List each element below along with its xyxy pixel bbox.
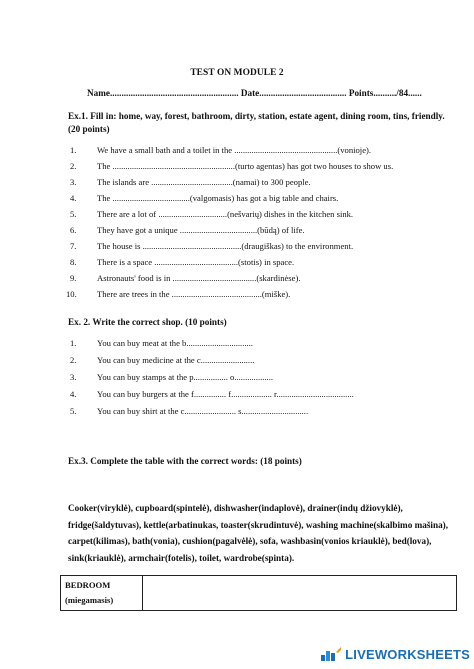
item-text: We have a small bath and a toilet in the ................................................(vonioje). (97, 145, 372, 155)
ex1-heading: Ex.1. Fill in: home, way, forest, bathroom, dirty, station, estate agent, dining room, tins, friendly. (20 points) (68, 111, 445, 134)
item-number: 4. (70, 193, 77, 203)
item-number: 1. (70, 145, 77, 155)
list-item (70, 355, 254, 365)
item-number: 5. (70, 209, 77, 219)
list-item (70, 372, 273, 382)
list-item (70, 389, 354, 399)
item-text: There is a space .......................................(stotis) in space. (97, 257, 295, 267)
bedroom-translation: (miegamasis) (65, 595, 114, 605)
ex3-heading: Ex.3. Complete the table with the correct words: (18 points) (68, 456, 302, 466)
item-number: 4. (70, 389, 77, 399)
ex3-table (60, 575, 457, 611)
liveworksheets-icon (320, 646, 342, 662)
list-item (70, 145, 371, 155)
item-text: The house is ..............................................(draugiškas) to the environment. (97, 241, 354, 251)
item-number: 1. (70, 338, 77, 348)
list-item (70, 193, 338, 203)
item-text: You can buy medicine at the c......................... (97, 355, 255, 365)
list-item (70, 273, 300, 283)
list-item (70, 177, 311, 187)
item-number: 6. (70, 225, 77, 235)
list-item (70, 406, 308, 416)
list-item (70, 241, 353, 251)
item-text: You can buy stamps at the p................ o.................. (97, 372, 274, 382)
list-item (70, 209, 353, 219)
item-number: 3. (70, 177, 77, 187)
bedroom-label: BEDROOM (65, 580, 111, 590)
item-number: 8. (70, 257, 77, 267)
item-text: There are trees in the ..........................................(miške). (97, 289, 291, 299)
item-text: You can buy shirt at the c........................ s............................... (97, 406, 309, 416)
item-text: The islands are ......................................(namai) to 300 people. (97, 177, 311, 187)
item-number: 5. (70, 406, 77, 416)
list-item (70, 338, 253, 348)
item-number: 7. (70, 241, 77, 251)
list-item (70, 225, 305, 235)
name-date-points-line: Name........................................................ Date...................................... Points........../84...... (87, 88, 422, 98)
item-number: 9. (70, 273, 77, 283)
list-item (70, 161, 393, 171)
item-number: 10. (66, 289, 77, 299)
list-item (66, 289, 290, 299)
item-text: The ....................................(valgomasis) has got a big table and chairs. (97, 193, 339, 203)
ex3-word-bank: Cooker(viryklė), cupboard(spintelė), dishwasher(indaplovė), drainer(indų džiovyklė), fridge(šaldytuvas), kettle(arbatinukas, toaster(skrudintuvė), washing machine(skalbimo mašina), carpet(kilimas), bath(vonia), cushion(pagalvėlė), sofa, washbasin(vonios kriauklė), bed(lova), sink(kriauklė), armchair(fotelis), toilet, wardrobe(spinta). (68, 503, 449, 563)
liveworksheets-logo[interactable] (320, 643, 470, 665)
item-text: Astronauts' food is in .......................................(skardinėse). (97, 273, 301, 283)
ex2-heading: Ex. 2. Write the correct shop. (10 points) (68, 317, 227, 327)
item-text: You can buy burgers at the f............... f................... r.................................... (97, 389, 354, 399)
list-item (70, 257, 294, 267)
item-number: 2. (70, 161, 77, 171)
item-text: There are a lot of ................................(nešvarių) dishes in the kitchen sink. (97, 209, 354, 219)
item-number: 3. (70, 372, 77, 382)
item-number: 2. (70, 355, 77, 365)
page-title: TEST ON MODULE 2 (190, 68, 284, 78)
item-text: The .........................................................(turto agentas) has got two houses to show us. (97, 161, 394, 171)
item-text: You can buy meat at the b............................... (97, 338, 253, 348)
table-cell-bedroom-label (61, 576, 143, 610)
item-text: They have got a unique ....................................(būdą) of life. (97, 225, 305, 235)
liveworksheets-logo-text: LIVEWORKSHEETS (345, 646, 470, 662)
